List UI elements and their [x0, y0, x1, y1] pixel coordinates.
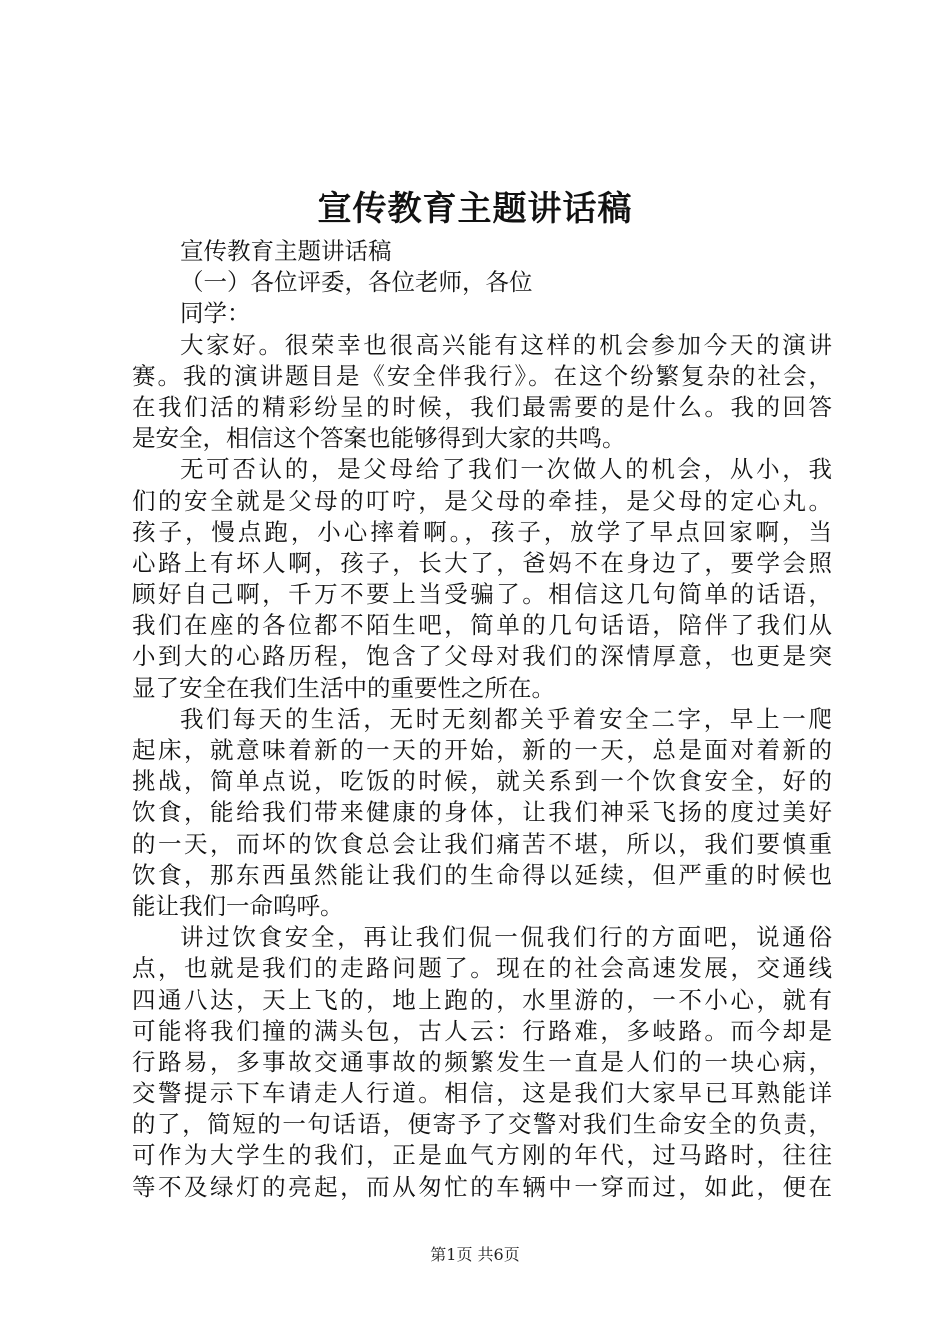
- body-line: 我们每天的生活，无时无刻都关乎着安全二字，早上一爬: [180, 704, 832, 733]
- body-line: 我们在座的各位都不陌生吧，简单的几句话语，陪伴了我们从: [132, 611, 832, 640]
- body-line: 是安全，相信这个答案也能够得到大家的共鸣。: [132, 424, 626, 453]
- document-title: 宣传教育主题讲话稿: [317, 189, 633, 229]
- body-line: 们的安全就是父母的叮咛，是父母的牵挂，是父母的定心丸。: [132, 486, 832, 515]
- body-line: 讲过饮食安全，再让我们侃一侃我们行的方面吧，说通俗: [180, 923, 832, 952]
- body-line: 大家好。很荣幸也很高兴能有这样的机会参加今天的演讲: [180, 330, 832, 359]
- body-line: 的了，简短的一句话语，便寄予了交警对我们生命安全的负责，: [132, 1110, 832, 1139]
- body-line: 等不及绿灯的亮起，而从匆忙的车辆中一穿而过，如此，便在: [132, 1172, 832, 1201]
- body-line: 孩子，慢点跑，小心摔着啊。，孩子，放学了早点回家啊，当: [132, 517, 832, 546]
- body-line: 在我们活的精彩纷呈的时候，我们最需要的是什么。我的回答: [132, 392, 832, 421]
- body-line: 饮食，能给我们带来健康的身体，让我们神采飞扬的度过美好: [132, 798, 832, 827]
- body-line: 饮食，那东西虽然能让我们的生命得以延续，但严重的时候也: [132, 860, 832, 889]
- body-line: 可能将我们撞的满头包，古人云：行路难，多岐路。而今却是: [132, 1016, 832, 1045]
- body-line: 四通八达，天上飞的，地上跑的，水里游的，一不小心，就有: [132, 985, 832, 1014]
- body-line: 顾好自己啊，千万不要上当受骗了。相信这几句简单的话语，: [132, 580, 832, 609]
- page-footer: 第1页 共6页: [430, 1245, 520, 1264]
- body-line: （一）各位评委，各位老师，各位: [180, 268, 533, 297]
- body-line: 行路易，多事故交通事故的频繁发生一直是人们的一块心病，: [132, 1047, 832, 1076]
- body-line: 可作为大学生的我们，正是血气方刚的年代，过马路时，往往: [132, 1141, 832, 1170]
- body-line: 心路上有坏人啊，孩子，长大了，爸妈不在身边了，要学会照: [132, 548, 832, 577]
- document-body: [132, 236, 832, 1203]
- body-line: 显了安全在我们生活中的重要性之所在。: [132, 673, 555, 702]
- body-line: 宣传教育主题讲话稿: [180, 237, 392, 265]
- body-line: 点，也就是我们的走路问题了。现在的社会高速发展，交通线: [132, 954, 832, 983]
- body-line: 赛。我的演讲题目是《安全伴我行》。在这个纷繁复杂的社会，: [132, 361, 832, 390]
- body-line: 能让我们一命呜呼。: [132, 891, 344, 920]
- body-line: 的一天，而坏的饮食总会让我们痛苦不堪，所以，我们要慎重: [132, 829, 832, 858]
- body-line: 挑战，简单点说，吃饭的时候，就关系到一个饮食安全，好的: [132, 767, 832, 796]
- body-line: 同学：: [180, 299, 251, 328]
- body-line: 无可否认的，是父母给了我们一次做人的机会，从小，我: [180, 455, 832, 484]
- body-line: 起床，就意味着新的一天的开始，新的一天，总是面对着新的: [132, 736, 832, 764]
- body-line: 小到大的心路历程，饱含了父母对我们的深情厚意，也更是突: [132, 642, 832, 671]
- body-line: 交警提示下车请走人行道。相信，这是我们大家早已耳熟能详: [132, 1079, 832, 1108]
